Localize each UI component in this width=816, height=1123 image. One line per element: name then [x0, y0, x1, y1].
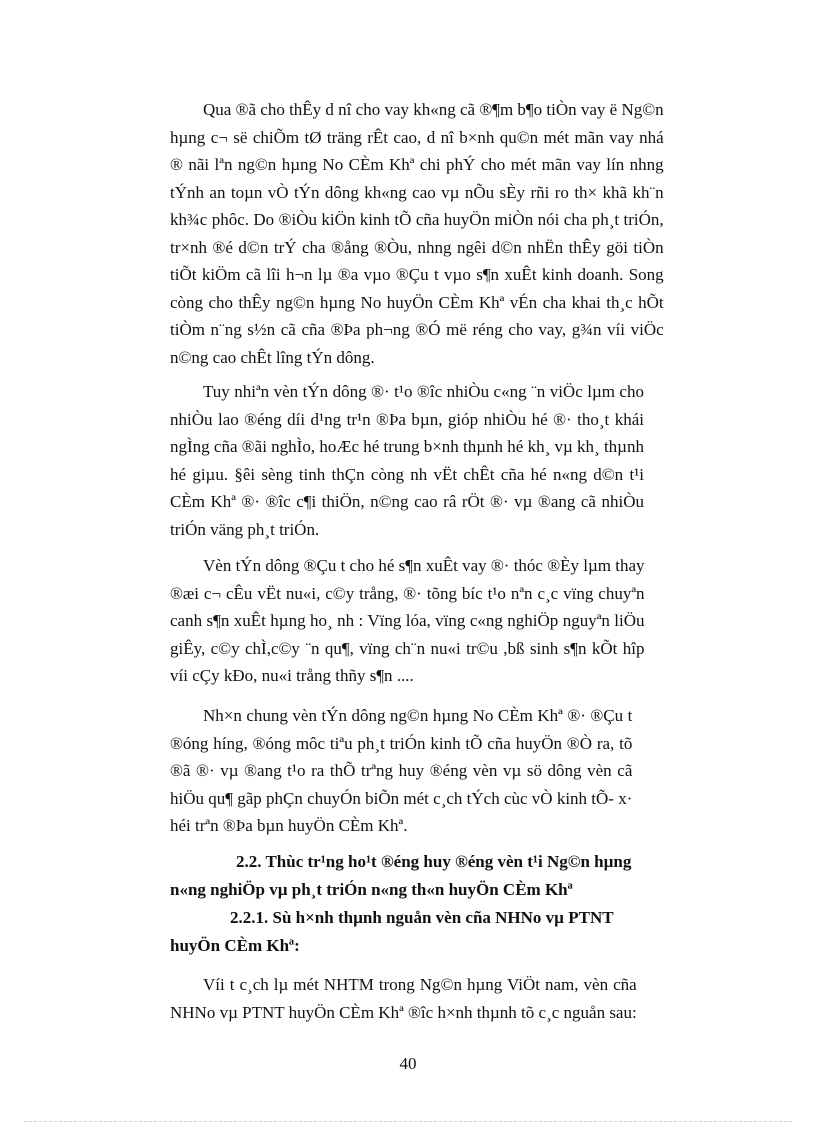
paragraph-line: n©ng cao chÊt lîng tÝn dông.	[170, 347, 375, 367]
paragraph-line: Vèn tÝn dông ®Çu t cho hé s¶n xuÊt vay ®· thóc ®Èy lµm thay	[203, 556, 645, 575]
paragraph-line: nhiÒu lao ®éng díi d¹ng tr¹n ®Þa bµn, gióp nhiÒu hé ®· tho¸t khái	[170, 409, 644, 429]
paragraph-line: Víi t c¸ch lµ mét NHTM trong Ng©n hµng ViÖt nam, vèn cña	[203, 975, 637, 994]
paragraph-line: ®æi c¬ cÊu vËt nu«i, c©y trång, ®· tõng bíc t¹o nªn c¸c vïng chuyªn	[170, 583, 645, 603]
heading-line: 2.2.1. Sù h×nh thµnh nguån vèn cña NHNo vµ PTNT	[230, 908, 614, 927]
paragraph-line: hµng c¬ së chiÕm tØ träng rÊt cao, d nî b×nh qu©n mét mãn vay nhá	[170, 127, 664, 147]
paragraph-4	[170, 702, 632, 840]
paragraph-line: canh s¶n xuÊt hµng ho¸ nh : Vïng lóa, vïng c«ng nghiÖp nguyªn liÖu	[170, 611, 645, 630]
paragraph-line: ®óng híng, ®óng môc tiªu ph¸t triÓn kinh tÕ cña huyÖn ®Ò ra, tõ	[170, 733, 633, 753]
paragraph-line: triÓn väng ph¸t triÓn.	[170, 519, 320, 539]
paragraph-line: còng cho thÊy ng©n hµng No huyÖn CÈm Khª vÉn cha khai th¸c hÕt	[170, 292, 664, 312]
paragraph-5	[170, 971, 637, 1026]
paragraph-line: héi trªn ®Þa bµn huyÖn CÈm Khª.	[170, 816, 408, 835]
paragraph-line: víi cÇy kÐo, nu«i trång thñy s¶n ....	[170, 666, 414, 685]
paragraph-line: ®ã ®· vµ ®ang t¹o ra thÕ trªng huy ®éng vèn vµ sö dông vèn cã	[170, 761, 633, 780]
page-bottom-divider	[24, 1121, 792, 1122]
paragraph-line: hiÖu qu¶ gãp phÇn chuyÓn biÕn mét c¸ch tÝch cùc vÒ kinh tÕ- x·	[170, 788, 633, 808]
paragraph-line: Nh×n chung vèn tÝn dông ng©n hµng No CÈm Khª ®· ®Çu t	[203, 706, 633, 725]
paragraph-line: tr×nh ®é d©n trÝ cha ®ång ®Òu, nhng ngêi d©n nhËn thÊy göi tiÒn	[170, 237, 664, 257]
paragraph-line: ® nãi lªn ng©n hµng No CÈm Khª chi phÝ cho mét mãn vay lín nhng	[170, 155, 664, 174]
paragraph-line: giÊy, c©y chÌ,c©y ¨n qu¶, vïng ch¨n nu«i tr©u ,bß sinh s¶n kÕt hîp	[170, 638, 645, 658]
paragraph-line: tiÒm n¨ng s½n cã cña ®Þa ph¬ng ®Ó më réng cho vay, g¾n víi viÖc	[170, 320, 664, 339]
paragraph-line: NHNo vµ PTNT huyÖn CÈm Khª ®îc h×nh thµnh tõ c¸c nguån sau:	[170, 1002, 637, 1022]
heading-line: huyÖn CÈm Khª:	[170, 936, 300, 955]
paragraph-3	[170, 552, 645, 690]
paragraph-line: tiÕt kiÖm cã lîi h¬n lµ ®a vµo ®Çu t vµo s¶n xuÊt kinh doanh. Song	[170, 265, 664, 284]
page-number: 40	[399, 1054, 417, 1073]
paragraph-line: CÈm Khª ®· ®îc c¶i thiÖn, n©ng cao râ rÖt ®· vµ ®ang cã nhiÒu	[170, 492, 644, 511]
paragraph-line: Qua ®ã cho thÊy d nî cho vay kh«ng cã ®¶m b¶o tiÒn vay ë Ng©n	[203, 100, 664, 119]
heading-line: 2.2. Thùc tr¹ng ho¹t ®éng huy ®éng vèn t¹i Ng©n hµng	[236, 852, 632, 871]
paragraph-line: hé giµu. §êi sèng tinh thÇn còng nh vËt chÊt cña hé n«ng d©n t¹i	[170, 464, 644, 484]
heading-line: n«ng nghiÖp vµ ph¸t triÓn n«ng th«n huyÖn CÈm Khª	[170, 880, 573, 899]
section-heading-2-2-1	[170, 904, 614, 960]
paragraph-line: kh¾c phôc. Do ®iÒu kiÖn kinh tÕ cña huyÖn miÒn nói cha ph¸t triÓn,	[170, 210, 664, 229]
paragraph-2	[170, 378, 644, 543]
paragraph-1	[170, 96, 664, 371]
paragraph-line: Tuy nhiªn vèn tÝn dông ®· t¹o ®îc nhiÒu c«ng ¨n viÖc lµm cho	[203, 382, 644, 401]
paragraph-line: tÝnh an toµn vÒ tÝn dông kh«ng cao vµ nÕu sÈy rñi ro th× khã kh¨n	[170, 182, 664, 202]
paragraph-line: ngÌng cña ®ãi nghÌo, hoÆc hé trung b×nh thµnh hé kh¸ vµ kh¸ thµnh	[170, 437, 644, 456]
section-heading-2-2	[170, 848, 631, 904]
